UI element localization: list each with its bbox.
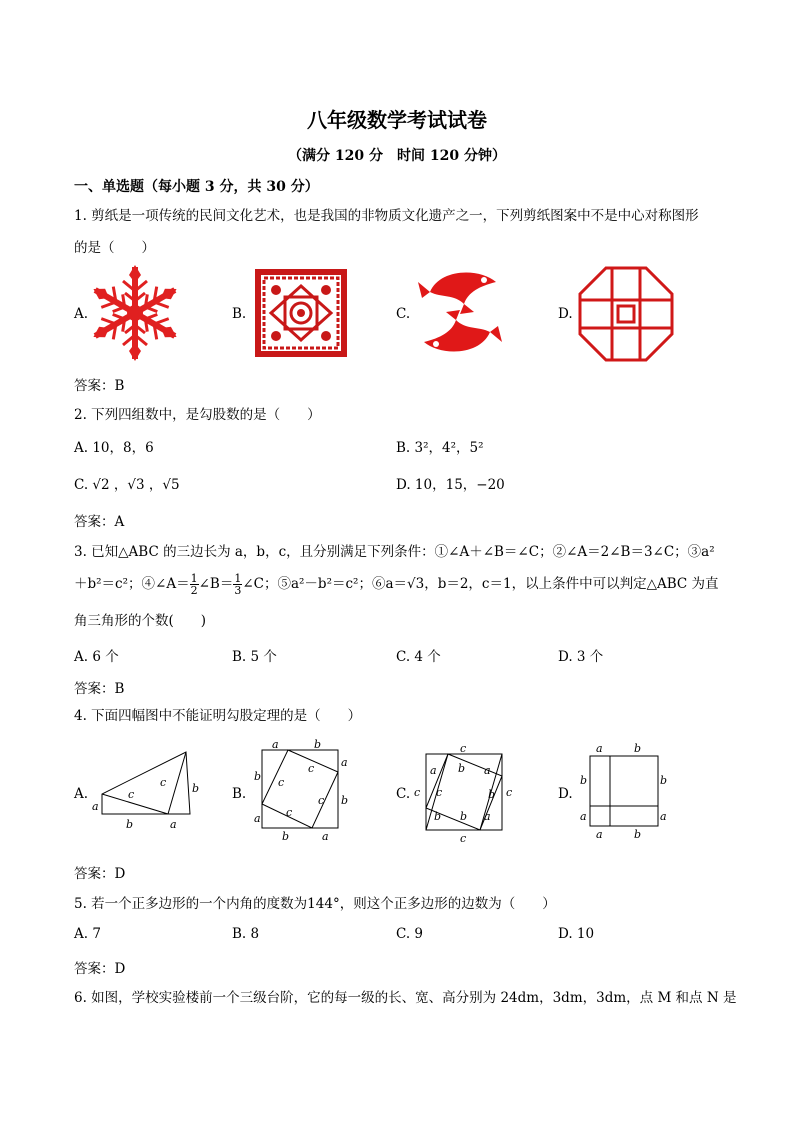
label-b: b — [660, 774, 668, 787]
q6-stem: 6. 如图，学校实验楼前一个三级台阶，它的每一级的长、宽、高分别为 24dm，3dm，3dm，点 M 和点 N 是 — [74, 990, 737, 1006]
q3-stem-line2 — [74, 573, 719, 596]
q3-stem-line3: 角三角形的个数( ) — [74, 613, 207, 629]
label-b: b — [282, 830, 290, 843]
q4-answer: 答案：D — [74, 866, 126, 882]
label-b: b — [434, 810, 442, 823]
trapezoid-proof-diagram — [90, 748, 200, 830]
q3-fraction-half: $\frac{1}{2}$ — [190, 572, 198, 597]
q1-option-d-label: D. — [558, 306, 573, 322]
label-b: b — [458, 762, 466, 775]
label-c: c — [414, 786, 421, 799]
q5-option-c: C. 9 — [396, 926, 424, 942]
label-b: b — [634, 828, 642, 841]
q1-answer: 答案：B — [74, 378, 125, 394]
label-c: c — [506, 786, 513, 799]
label-a: a — [484, 810, 491, 823]
inscribed-square-proof-diagram — [412, 740, 516, 844]
q2-stem: 2. 下列四组数中，是勾股数的是（ ） — [74, 407, 321, 423]
label-a: a — [272, 738, 279, 751]
label-a: a — [170, 818, 177, 830]
label-a: a — [341, 756, 348, 769]
label-c: c — [308, 762, 315, 775]
label-c: c — [460, 832, 467, 844]
q3-option-a: A. 6 个 — [74, 649, 119, 665]
q5-answer: 答案：D — [74, 961, 126, 977]
label-a: a — [430, 764, 437, 777]
label-c: c — [318, 794, 325, 807]
label-b: b — [254, 770, 262, 783]
q3-option-d: D. 3 个 — [558, 649, 604, 665]
q4-option-a-label: A. — [74, 786, 89, 802]
q3-option-b: B. 5 个 — [232, 649, 277, 665]
q3-line2-part2: ∠B＝ — [198, 576, 234, 592]
label-b: b — [341, 794, 349, 807]
q3-fraction-third: $\frac{1}{3}$ — [234, 572, 242, 597]
page-title: 八年级数学考试试卷 — [307, 108, 487, 132]
q1-option-c-label: C. — [396, 306, 411, 322]
q2-option-d: D. 10，15，−20 — [396, 477, 505, 493]
q1-option-b-label: B. — [232, 306, 247, 322]
q5-option-a: A. 7 — [74, 926, 101, 942]
q1-stem-line2: 的是（ ） — [74, 240, 155, 256]
label-b: b — [314, 738, 322, 751]
label-b: b — [192, 782, 200, 795]
label-a: a — [254, 812, 261, 825]
label-c: c — [436, 786, 443, 799]
q2-option-b: B. 3²，4²，5² — [396, 440, 484, 456]
label-a: a — [322, 830, 329, 843]
label-a: a — [596, 828, 603, 841]
q3-line2-part1: ＋b²＝c²；④∠A＝ — [74, 576, 190, 592]
square-pattern-papercut-image — [254, 268, 348, 358]
label-b: b — [634, 742, 642, 755]
q5-stem: 5. 若一个正多边形的一个内角的度数为144°，则这个正多边形的边数为（ ） — [74, 896, 556, 912]
label-b: b — [488, 788, 496, 801]
label-c: c — [286, 806, 293, 819]
q4-option-d-label: D. — [558, 786, 573, 802]
label-a: a — [580, 810, 587, 823]
q4-option-c-label: C. — [396, 786, 411, 802]
q2-option-a: A. 10，8，6 — [74, 440, 154, 456]
square-split-diagram — [578, 740, 672, 844]
q2-option-c: C. √2 ，√3 ，√5 — [74, 477, 180, 493]
label-b: b — [460, 810, 468, 823]
page-subtitle: （满分 120 分 时间 120 分钟） — [288, 148, 506, 164]
label-c: c — [460, 742, 467, 755]
q4-stem: 4. 下面四幅图中不能证明勾股定理的是（ ） — [74, 708, 362, 724]
q3-option-c: C. 4 个 — [396, 649, 441, 665]
q2-answer: 答案：A — [74, 514, 125, 530]
outer-square-proof-diagram — [248, 738, 352, 844]
label-c: c — [128, 788, 135, 801]
q3-line2-part3: ∠C；⑤a²－b²＝c²；⑥a＝√3，b＝2，c＝1，以上条件中可以判定△ABC 为直 — [242, 576, 719, 592]
label-c: c — [160, 776, 167, 789]
octagon-papercut-image — [578, 266, 674, 362]
label-a: a — [92, 800, 99, 813]
q4-option-b-label: B. — [232, 786, 247, 802]
snowflake-papercut-image — [90, 265, 180, 361]
fish-papercut-image — [414, 264, 506, 360]
label-a: a — [484, 764, 491, 777]
q3-stem-line1: 3. 已知△ABC 的三边长为 a，b，c，且分别满足下列条件：①∠A＋∠B＝∠C；②∠A＝2∠B＝3∠C；③a² — [74, 544, 715, 560]
label-b: b — [580, 774, 588, 787]
label-c: c — [278, 776, 285, 789]
q1-option-a-label: A. — [74, 306, 89, 322]
label-b: b — [126, 818, 134, 830]
section-heading: 一、单选题（每小题 3 分，共 30 分） — [74, 179, 319, 195]
q3-answer: 答案：B — [74, 681, 125, 697]
label-a: a — [596, 742, 603, 755]
q5-option-b: B. 8 — [232, 926, 260, 942]
q5-option-d: D. 10 — [558, 926, 595, 942]
label-a: a — [660, 810, 667, 823]
q1-stem-line1: 1. 剪纸是一项传统的民间文化艺术，也是我国的非物质文化遗产之一，下列剪纸图案中不是中心对称图形 — [74, 208, 699, 224]
